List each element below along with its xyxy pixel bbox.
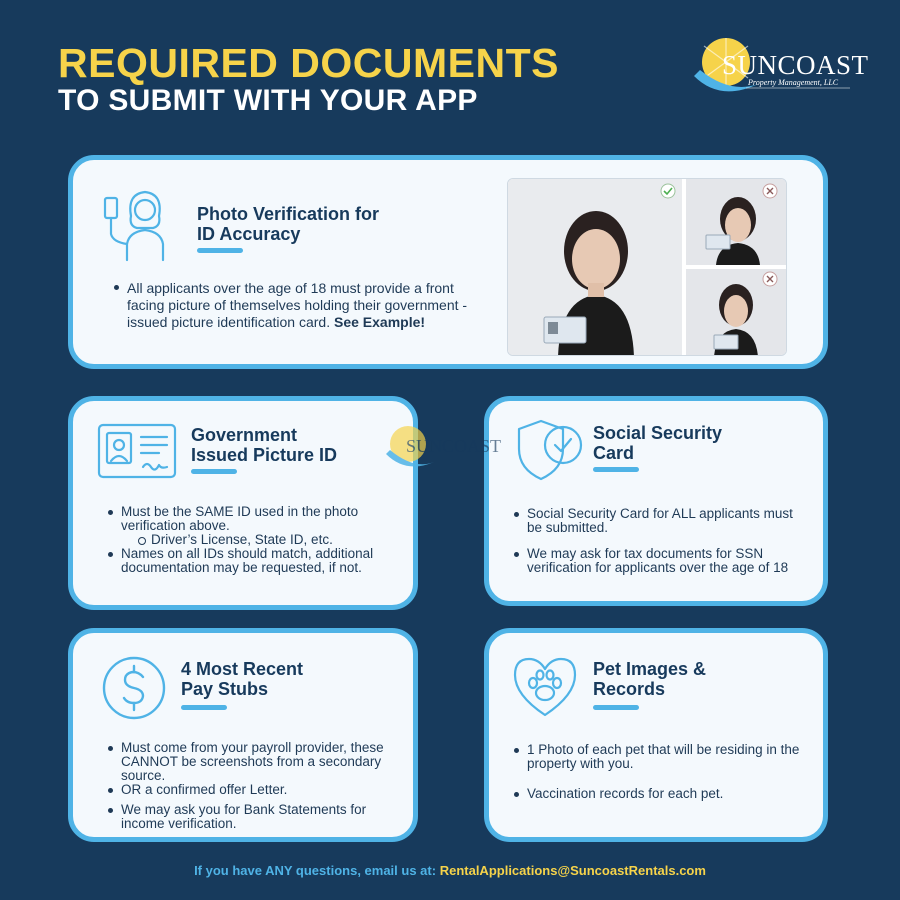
list-item: We may ask for tax documents for SSN verification for applicants over the age of 18: [513, 547, 809, 575]
list-item: OR a confirmed offer Letter.: [107, 783, 403, 797]
list-item: Vaccination records for each pet.: [513, 787, 813, 801]
list-subitem: Driver’s License, State ID, etc.: [137, 533, 397, 547]
sun-wave-watermark-icon: [384, 424, 514, 474]
logo-name: SUNCOAST: [722, 50, 869, 80]
footer-prefix: If you have ANY questions, email us at:: [194, 863, 437, 878]
footer-contact: [0, 863, 900, 878]
svg-text:SUNCOAST: SUNCOAST: [406, 436, 502, 456]
pet-records-card: [484, 628, 828, 842]
example-photos-illustration: [508, 179, 787, 356]
pet-records-bullets: [513, 743, 813, 801]
government-id-card: [68, 396, 418, 610]
paw-heart-icon: [511, 655, 579, 719]
list-item: We may ask you for Bank Statements for income verification.: [107, 803, 403, 831]
id-card-icon: [97, 423, 177, 479]
government-id-title: Government Issued Picture ID: [191, 425, 338, 465]
photo-card-title: Photo Verification for ID Accuracy: [197, 204, 380, 244]
pay-stubs-card: [68, 628, 418, 842]
see-example-text: See Example!: [334, 314, 426, 330]
government-id-underline: [191, 469, 237, 474]
logo-subtitle: Property Management, LLC: [748, 78, 839, 87]
pay-stubs-underline: [181, 705, 227, 710]
dollar-circle-icon: [101, 655, 167, 721]
pay-stubs-title: 4 Most Recent Pay Stubs: [181, 659, 304, 699]
list-item: Social Security Card for ALL applicants must be submitted.: [513, 507, 809, 535]
suncoast-logo: [690, 36, 869, 100]
list-item: All applicants over the age of 18 must provide a front facing picture of themselves holding their government -issued picture identification card. See Example!: [113, 280, 493, 331]
social-security-card: [484, 396, 828, 606]
social-security-underline: [593, 467, 639, 472]
page-title: REQUIRED DOCUMENTS: [58, 40, 560, 86]
selfie-person-icon: [101, 186, 173, 262]
list-item: Must come from your payroll provider, these CANNOT be screenshots from a secondary source.: [107, 741, 403, 783]
pet-records-underline: [593, 705, 639, 710]
pay-stubs-bullets: [107, 741, 403, 831]
photo-verification-card: [68, 155, 828, 369]
photo-card-bullets: [113, 280, 493, 331]
photo-card-underline: [197, 248, 243, 253]
shield-check-icon: [511, 415, 585, 485]
contact-email-link[interactable]: RentalApplications@SuncoastRentals.com: [439, 863, 706, 878]
social-security-bullets: [513, 507, 809, 575]
list-item: Must be the SAME ID used in the photo verification above. Driver’s License, State ID, etc.: [107, 505, 397, 547]
list-item: Names on all IDs should match, additional documentation may be requested, if not.: [107, 547, 397, 575]
social-security-title: Social Security Card: [593, 423, 723, 463]
government-id-bullets: [107, 505, 397, 575]
pet-records-title: Pet Images & Records: [593, 659, 707, 699]
page-subtitle: TO SUBMIT WITH YOUR APP: [58, 84, 478, 117]
list-item: 1 Photo of each pet that will be residing in the property with you.: [513, 743, 813, 771]
example-photo-panel: [507, 178, 787, 356]
suncoast-watermark-logo: [384, 424, 514, 474]
